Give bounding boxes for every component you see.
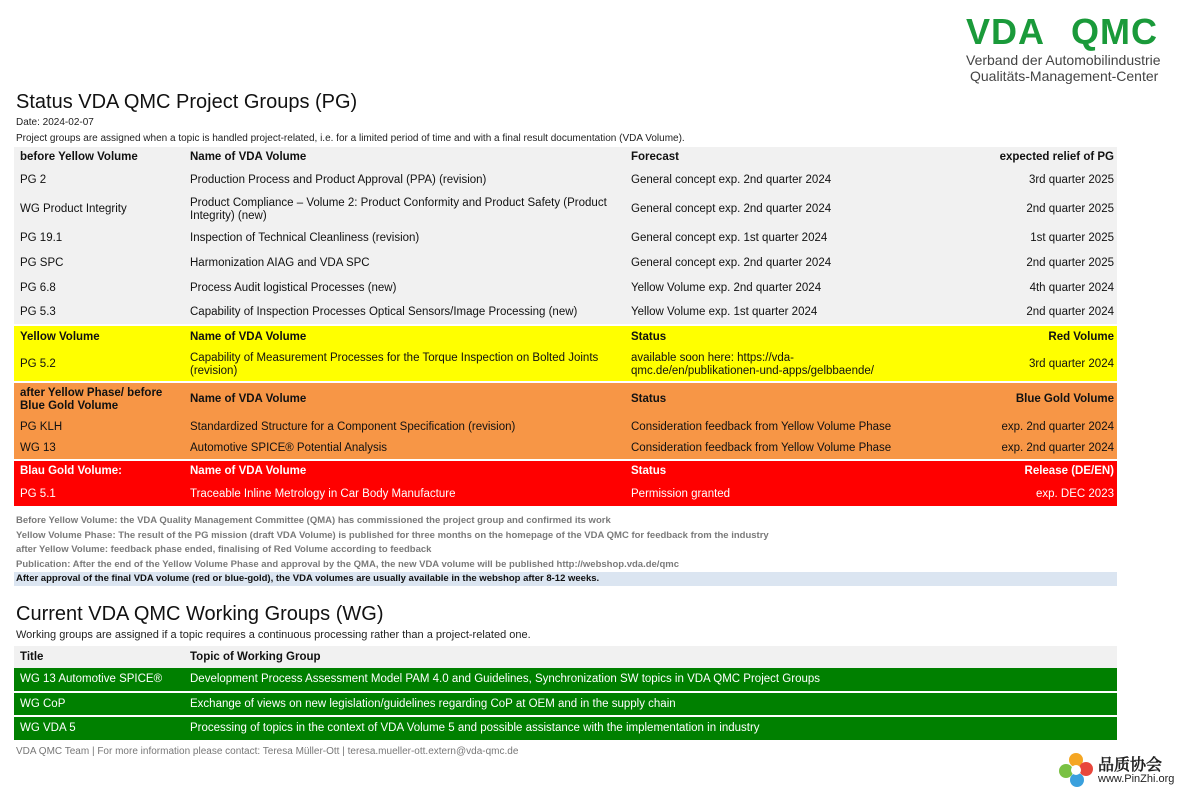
cell-volume-name: Production Process and Product Approval (PPA) (revision) (184, 168, 625, 193)
vda-qmc-logo (966, 12, 1181, 84)
table-row (14, 301, 1117, 325)
cell-status: General concept exp. 2nd quarter 2024 (625, 251, 925, 276)
wg-title: Current VDA QMC Working Groups (WG) (16, 603, 384, 625)
header-status: Status (625, 460, 925, 482)
table-row (14, 482, 1117, 506)
cell-status: General concept exp. 2nd quarter 2024 (625, 168, 925, 193)
table-row (14, 348, 1117, 382)
note-webshop-availability: After approval of the final VDA volume (red or blue-gold), the VDA volumes are usually available in the webshop after 8-12 weeks. (14, 572, 1117, 586)
table-row (14, 692, 1117, 716)
cell-group: PG KLH (14, 416, 184, 438)
cell-date: 2nd quarter 2025 (925, 251, 1117, 276)
cell-date: 3rd quarter 2025 (925, 168, 1117, 193)
table-row (14, 438, 1117, 460)
header-date: Red Volume (925, 325, 1117, 348)
cell-group: WG 13 (14, 438, 184, 460)
cell-volume-name: Process Audit logistical Processes (new) (184, 276, 625, 301)
cell-status: available soon here: https://vda-qmc.de/en/publikationen-und-apps/gelbbaende/ (625, 348, 925, 382)
pg-intro: Project groups are assigned when a topic is handled project-related, i.e. for a limited period of time and with a final result documentation (VDA Volume). (16, 133, 685, 144)
cell-status: Consideration feedback from Yellow Volume Phase (625, 438, 925, 460)
note-before-yellow: Before Yellow Volume: the VDA Quality Management Committee (QMA) has commissioned the project group and confirmed its work (16, 515, 611, 526)
header-group: after Yellow Phase/ before Blue Gold Volume (14, 382, 184, 416)
cell-date: 2nd quarter 2024 (925, 301, 1117, 325)
header-date: expected relief of PG (925, 147, 1117, 168)
header-volume-name: Name of VDA Volume (184, 460, 625, 482)
working-groups-table (14, 646, 1117, 740)
flower-logo-icon (1058, 752, 1094, 788)
contact-footer: VDA QMC Team | For more information please contact: Teresa Müller-Ott | teresa.mueller-ott.extern@vda-qmc.de (16, 746, 519, 757)
logo-qmc: QMC (1071, 11, 1159, 52)
table-row (14, 716, 1117, 740)
cell-wg-title: WG 13 Automotive SPICE® (14, 668, 184, 692)
cell-wg-title: WG CoP (14, 692, 184, 716)
header-volume-name: Name of VDA Volume (184, 382, 625, 416)
section-header-after (14, 382, 1117, 416)
cell-wg-topic: Processing of topics in the context of VDA Volume 5 and possible assistance with the implementation in industry (184, 716, 1117, 740)
header-group: Blau Gold Volume: (14, 460, 184, 482)
table-row (14, 668, 1117, 692)
cell-status: Yellow Volume exp. 2nd quarter 2024 (625, 276, 925, 301)
wg-header-row (14, 646, 1117, 668)
cell-date: 2nd quarter 2025 (925, 193, 1117, 226)
cell-volume-name: Inspection of Technical Cleanliness (revision) (184, 226, 625, 251)
cell-volume-name: Product Compliance – Volume 2: Product Conformity and Product Safety (Product Integrity) (new) (184, 193, 625, 226)
section-header-yellow (14, 325, 1117, 348)
logo-subtitle-1: Verband der Automobilindustrie (966, 52, 1161, 68)
cell-wg-topic: Development Process Assessment Model PAM 4.0 and Guidelines, Synchronization SW topics in VDA QMC Project Groups (184, 668, 1117, 692)
cell-date: exp. DEC 2023 (925, 482, 1117, 506)
cell-group: PG 5.2 (14, 348, 184, 382)
cell-volume-name: Standardized Structure for a Component Specification (revision) (184, 416, 625, 438)
header-status: Status (625, 382, 925, 416)
watermark-url: www.PinZhi.org (1098, 773, 1175, 785)
pg-date: Date: 2024-02-07 (16, 117, 94, 128)
header-volume-name: Name of VDA Volume (184, 325, 625, 348)
note-after-yellow: after Yellow Volume: feedback phase ended, finalising of Red Volume according to feedback (16, 544, 432, 555)
cell-group: PG 2 (14, 168, 184, 193)
header-status: Status (625, 325, 925, 348)
cell-volume-name: Traceable Inline Metrology in Car Body Manufacture (184, 482, 625, 506)
watermark-title: 品质协会 (1098, 755, 1163, 774)
cell-group: PG SPC (14, 251, 184, 276)
note-yellow-phase: Yellow Volume Phase: The result of the PG mission (draft VDA Volume) is published for three months on the homepage of the VDA QMC for feedback from the industry (16, 529, 769, 541)
table-row (14, 416, 1117, 438)
logo-wordmark (966, 12, 1181, 52)
header-date: Release (DE/EN) (925, 460, 1117, 482)
cell-group: PG 19.1 (14, 226, 184, 251)
cell-group: PG 5.1 (14, 482, 184, 506)
section-header-before (14, 147, 1117, 168)
cell-date: exp. 2nd quarter 2024 (925, 438, 1117, 460)
section-header-bluegold (14, 460, 1117, 482)
cell-group: PG 6.8 (14, 276, 184, 301)
header-status: Forecast (625, 147, 925, 168)
cell-wg-topic: Exchange of views on new legislation/guidelines regarding CoP at OEM and in the supply chain (184, 692, 1117, 716)
wg-intro: Working groups are assigned if a topic requires a continuous processing rather than a project-related one. (16, 629, 531, 641)
logo-vda: VDA (966, 11, 1046, 52)
project-groups-table (14, 147, 1117, 506)
header-topic: Topic of Working Group (184, 646, 1117, 668)
table-row (14, 193, 1117, 226)
table-row (14, 251, 1117, 276)
logo-subtitle-2: Qualitäts-Management-Center (970, 68, 1159, 84)
cell-status: Permission granted (625, 482, 925, 506)
cell-volume-name: Harmonization AIAG and VDA SPC (184, 251, 625, 276)
note-publication: Publication: After the end of the Yellow Volume Phase and approval by the QMA, the new VDA volume will be published http://webshop.vda.de/qmc (16, 558, 679, 570)
pinzhi-watermark (1058, 752, 1183, 788)
cell-group: WG Product Integrity (14, 193, 184, 226)
cell-volume-name: Capability of Inspection Processes Optical Sensors/Image Processing (new) (184, 301, 625, 325)
cell-date: 3rd quarter 2024 (925, 348, 1117, 382)
table-row (14, 276, 1117, 301)
cell-status: General concept exp. 1st quarter 2024 (625, 226, 925, 251)
cell-status: General concept exp. 2nd quarter 2024 (625, 193, 925, 226)
cell-volume-name: Automotive SPICE® Potential Analysis (184, 438, 625, 460)
table-row (14, 226, 1117, 251)
header-title: Title (14, 646, 184, 668)
pg-notes (16, 514, 1117, 586)
cell-volume-name: Capability of Measurement Processes for the Torque Inspection on Bolted Joints (revision) (184, 348, 625, 382)
header-volume-name: Name of VDA Volume (184, 147, 625, 168)
cell-status: Yellow Volume exp. 1st quarter 2024 (625, 301, 925, 325)
header-group: before Yellow Volume (14, 147, 184, 168)
cell-status: Consideration feedback from Yellow Volume Phase (625, 416, 925, 438)
cell-date: exp. 2nd quarter 2024 (925, 416, 1117, 438)
cell-date: 1st quarter 2025 (925, 226, 1117, 251)
cell-wg-title: WG VDA 5 (14, 716, 184, 740)
table-row (14, 168, 1117, 193)
pg-title: Status VDA QMC Project Groups (PG) (16, 91, 358, 113)
header-date: Blue Gold Volume (925, 382, 1117, 416)
cell-group: PG 5.3 (14, 301, 184, 325)
header-group: Yellow Volume (14, 325, 184, 348)
cell-date: 4th quarter 2024 (925, 276, 1117, 301)
